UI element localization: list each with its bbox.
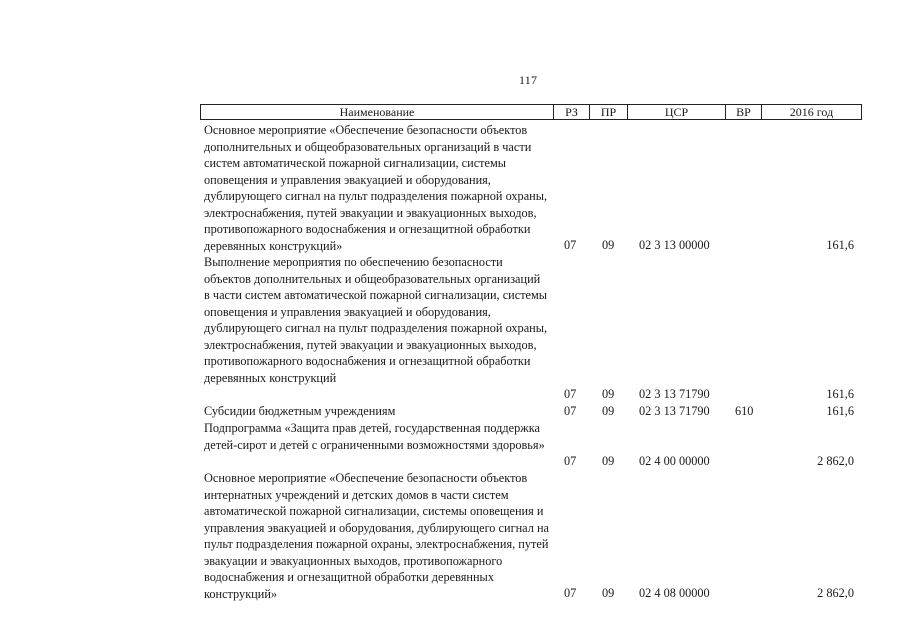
row-vr: 610: [735, 404, 754, 418]
row-csr: 02 4 00 00000: [639, 454, 710, 468]
row-csr: 02 4 08 00000: [639, 586, 710, 600]
row-pr: 09: [602, 238, 615, 252]
row-rz: 07: [564, 454, 577, 468]
row-pr: 09: [602, 404, 615, 418]
page-number: 117: [519, 73, 538, 87]
row-pr: 09: [602, 586, 615, 600]
row-pr: 09: [602, 454, 615, 468]
column-header-vr: ВР: [725, 105, 761, 119]
row-amount: 161,6: [826, 387, 854, 401]
row-amount: 2 862,0: [817, 454, 854, 468]
row-name: Основное мероприятие «Обеспечение безопасности объектов дополнительных и общеобразовательных организаций в части систем автоматической пожарной сигнализации, системы оповещения и управления эвакуацией и оборудования, дублирующего сигнал на пульт подразделения пожарной охраны, электроснабжения, путей эвакуации и эвакуационных выходов, противопожарного водоснабжения и огнезащитной обработки деревянных конструкций»: [204, 123, 548, 253]
row-csr: 02 3 13 71790: [639, 404, 710, 418]
row-pr: 09: [602, 387, 615, 401]
row-rz: 07: [564, 404, 577, 418]
row-amount: 2 862,0: [817, 586, 854, 600]
row-csr: 02 3 13 71790: [639, 387, 710, 401]
column-header-name: Наименование: [339, 105, 415, 119]
row-name: Выполнение мероприятия по обеспечению безопасности объектов дополнительных и общеобразовательных организаций в части систем автоматической пожарной сигнализации, системы оповещения и управления эвакуацией и оборудования, дублирующего сигнал на пульт подразделения пожарной охраны, электроснабжения, путей эвакуации и эвакуационных выходов, противопожарного водоснабжения и огнезащитной обработки деревянных конструкций: [204, 255, 548, 385]
row-amount: 161,6: [826, 404, 854, 418]
row-rz: 07: [564, 387, 577, 401]
column-header-year: 2016 год: [761, 105, 861, 119]
row-name: Субсидии бюджетным учреждениям: [204, 404, 396, 418]
row-name: Основное мероприятие «Обеспечение безопасности объектов интернатных учреждений и детских домов в части систем автоматической пожарной сигнализации, системы оповещения и управления эвакуацией и оборудования, дублирующего сигнал на пульт подразделения пожарной охраны, электроснабжения, путей эвакуации и эвакуационных выходов, противопожарного водоснабжения и огнезащитной обработки деревянных конструкций»: [204, 471, 550, 601]
column-header-rz: РЗ: [553, 105, 589, 119]
row-amount: 161,6: [826, 238, 854, 252]
row-csr: 02 3 13 00000: [639, 238, 710, 252]
column-header-pr: ПР: [589, 105, 627, 119]
column-header-csr: ЦСР: [627, 105, 725, 119]
table-header: [200, 104, 862, 120]
row-rz: 07: [564, 238, 577, 252]
budget-table: [200, 104, 862, 601]
row-rz: 07: [564, 586, 577, 600]
row-name: Подпрограмма «Защита прав детей, государственная поддержка детей-сирот и детей с ограниченными возможностями здоровья»: [204, 421, 545, 452]
